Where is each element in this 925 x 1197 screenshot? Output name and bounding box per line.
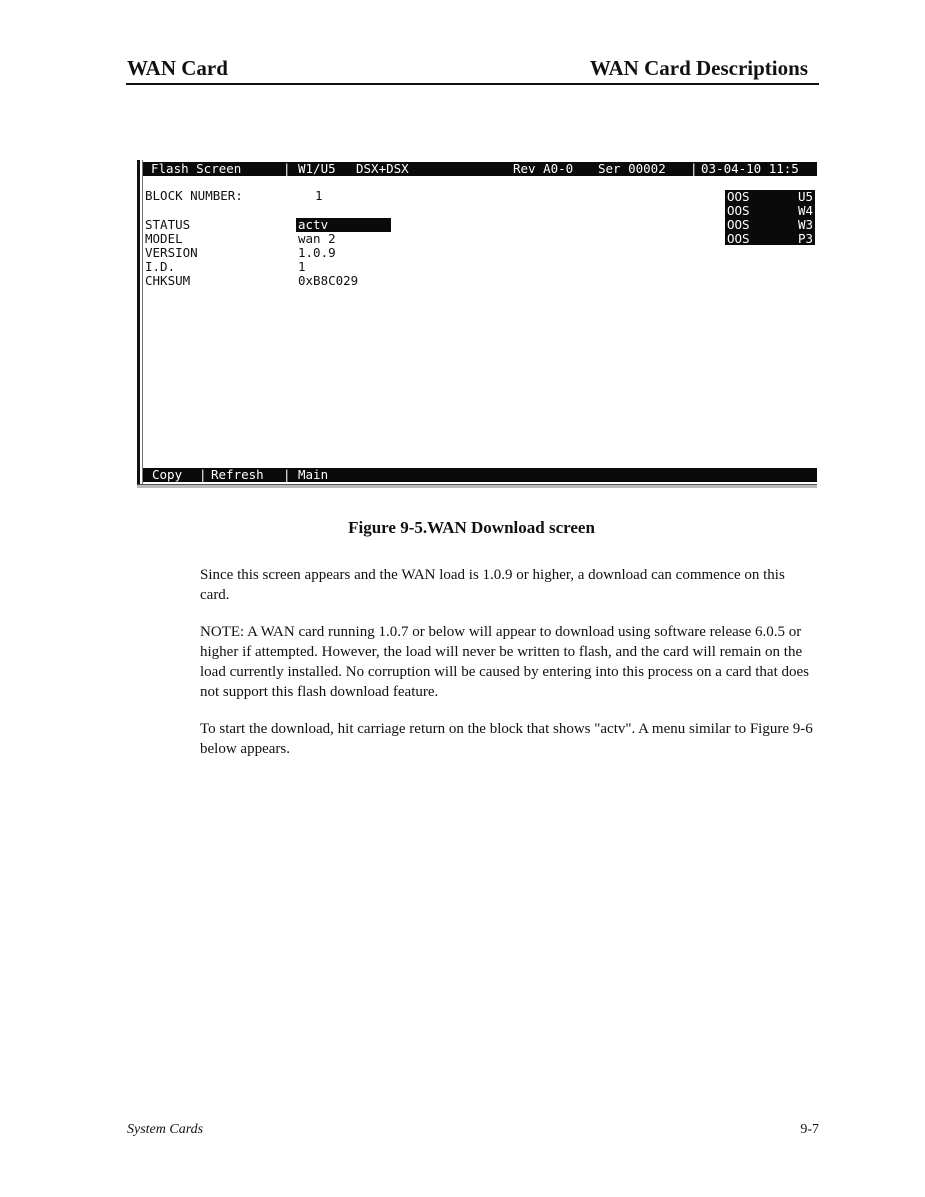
block-number-label: BLOCK NUMBER: (145, 188, 243, 203)
alarm-row (725, 232, 815, 246)
id-label: I.D. (145, 259, 176, 274)
terminal-left-border-inner (142, 160, 143, 488)
block-number-value: 1 (315, 188, 323, 203)
alarm-status: OOS (727, 231, 750, 246)
version-value: 1.0.9 (298, 245, 336, 260)
slot-id: W1/U5 (298, 161, 336, 176)
terminal-title-bar (143, 162, 817, 176)
header-section-title: WAN Card (127, 56, 228, 80)
config-label: DSX+DSX (356, 161, 409, 176)
page-number: 9-7 (800, 1122, 819, 1137)
status-label: STATUS (145, 217, 191, 232)
header-rule (126, 83, 819, 85)
model-value: wan 2 (298, 231, 336, 246)
title-separator: | (283, 161, 291, 176)
status-value-actv[interactable]: actv (296, 218, 391, 232)
terminal-bottom-border (137, 484, 817, 488)
terminal-menu-bar (143, 468, 817, 482)
datetime-label: 03-04-10 11:5 (701, 161, 799, 176)
chksum-value: 0xB8C029 (298, 273, 359, 288)
serial-label: Ser 00002 (598, 161, 666, 176)
id-value: 1 (298, 259, 306, 274)
alarm-row (725, 190, 815, 204)
alarm-row (725, 204, 815, 218)
paragraph-load-check: Since this screen appears and the WAN load is 1.0.9 or higher, a download can commence on this card. (200, 567, 785, 603)
terminal-left-border (137, 160, 140, 488)
alarm-slot: W3 (797, 217, 813, 232)
revision-label: Rev A0-0 (513, 161, 574, 176)
alarm-panel (725, 190, 815, 245)
version-label: VERSION (145, 245, 198, 260)
figure-caption: Figure 9-5.WAN Download screen (348, 518, 595, 537)
header-chapter-title: WAN Card Descriptions (589, 56, 808, 80)
alarm-status: OOS (727, 217, 750, 232)
menu-copy[interactable]: Copy (152, 467, 183, 482)
alarm-slot: P3 (797, 231, 813, 246)
footer-section: System Cards (127, 1122, 204, 1137)
paragraph-start-download: To start the download, hit carriage return on the block that shows "actv". A menu similar to Figure 9-6 below appears. (200, 721, 813, 757)
menu-refresh[interactable]: Refresh (211, 467, 264, 482)
menu-separator: | (283, 467, 291, 482)
menu-main[interactable]: Main (298, 467, 329, 482)
alarm-status: OOS (727, 189, 750, 204)
flash-screen-terminal (137, 160, 817, 488)
chksum-label: CHKSUM (145, 273, 191, 288)
alarm-status: OOS (727, 203, 750, 218)
menu-separator: | (199, 467, 207, 482)
paragraph-note: NOTE: A WAN card running 1.0.7 or below will appear to download using software release 6.0.5 or higher if attempted. However, the load will never be written to flash, and the card will remain on the load currently installed. No corruption will be caused by entering into this process on a card that does not support this flash download feature. (200, 624, 810, 700)
title-separator: | (690, 161, 698, 176)
screen-name: Flash Screen (151, 161, 242, 176)
model-label: MODEL (145, 231, 183, 246)
alarm-row (725, 218, 815, 232)
alarm-slot: U5 (797, 189, 813, 204)
alarm-slot: W4 (797, 203, 813, 218)
